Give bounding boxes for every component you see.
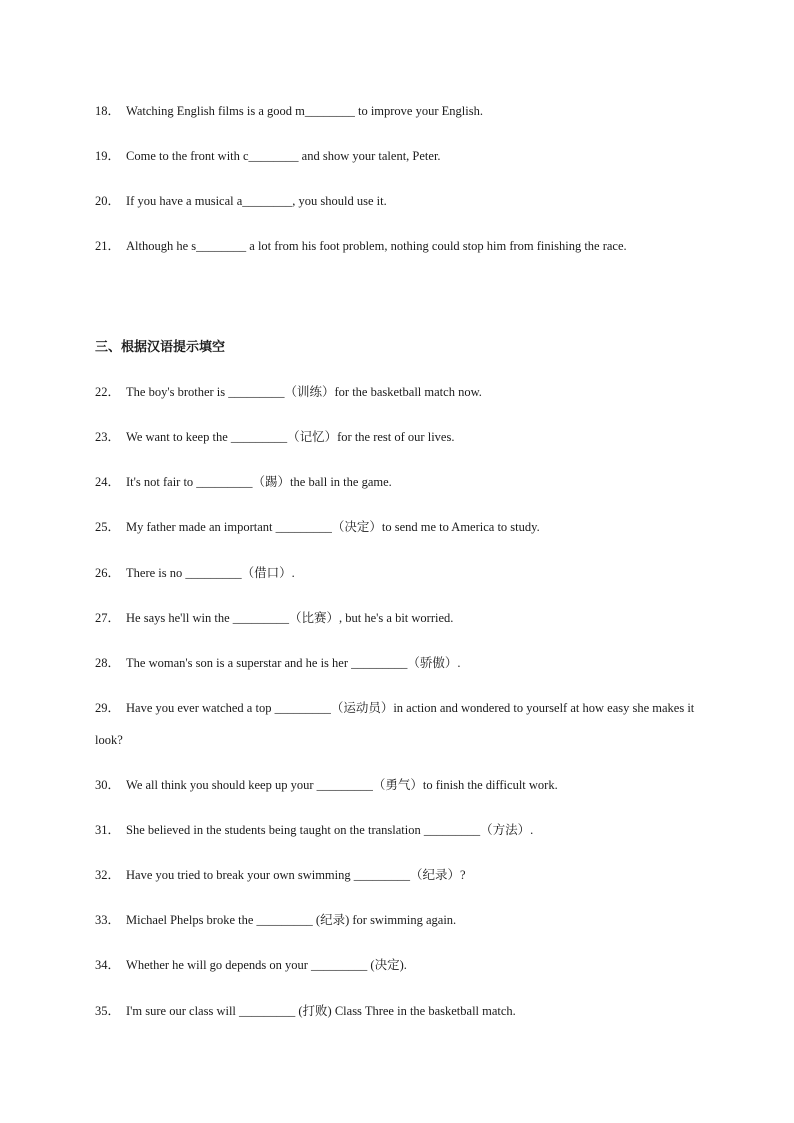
question-number: 31．: [95, 823, 121, 837]
question-text: Have you ever watched a top _________（运动员）in action and wondered to yourself at how easy she makes it look?: [95, 701, 695, 747]
question-number: 28．: [95, 656, 121, 670]
section-title: 三、根据汉语提示填空: [95, 340, 226, 355]
question-text: We want to keep the _________（记忆）for the rest of our lives.: [126, 430, 455, 444]
question-text: He says he'll win the _________（比赛）, but he's a bit worried.: [126, 611, 454, 625]
question-number: 21．: [95, 239, 121, 253]
question-20: [95, 193, 715, 209]
question-number: 34．: [95, 958, 121, 972]
question-text: The boy's brother is _________（训练）for the basketball match now.: [126, 385, 482, 399]
question-number: 24．: [95, 475, 121, 489]
question-18: [95, 103, 715, 119]
question-text: I'm sure our class will _________ (打败) Class Three in the basketball match.: [126, 1004, 516, 1018]
question-number: 35．: [95, 1004, 121, 1018]
question-31: [95, 822, 715, 838]
question-number: 32．: [95, 868, 121, 882]
question-number: 33．: [95, 913, 121, 927]
question-25: [95, 519, 715, 535]
question-number: 30．: [95, 778, 121, 792]
question-28: [95, 655, 715, 671]
question-text: Have you tried to break your own swimming _________（纪录）?: [126, 868, 466, 882]
question-text: Although he s________ a lot from his foot problem, nothing could stop him from finishing the race.: [126, 239, 627, 253]
question-text: My father made an important _________（决定）to send me to America to study.: [126, 520, 540, 534]
question-27: [95, 610, 715, 626]
question-text: Whether he will go depends on your _________ (决定).: [126, 958, 407, 972]
question-number: 26．: [95, 566, 121, 580]
question-text: The woman's son is a superstar and he is her _________（骄傲）.: [126, 656, 461, 670]
question-24: [95, 474, 715, 490]
question-29: [95, 692, 705, 756]
question-text: There is no _________（借口）.: [126, 566, 295, 580]
question-number: 27．: [95, 611, 121, 625]
question-number: 19．: [95, 149, 121, 163]
question-text: It's not fair to _________（踢）the ball in the game.: [126, 475, 392, 489]
question-19: [95, 148, 715, 164]
question-number: 23．: [95, 430, 121, 444]
question-number: 18．: [95, 104, 121, 118]
question-number: 20．: [95, 194, 121, 208]
question-text: She believed in the students being taught on the translation _________（方法）.: [126, 823, 534, 837]
question-text: Watching English films is a good m________ to improve your English.: [126, 104, 483, 118]
question-text: We all think you should keep up your _________（勇气）to finish the difficult work.: [126, 778, 558, 792]
question-30: [95, 777, 715, 793]
question-number: 25．: [95, 520, 121, 534]
question-33: [95, 912, 715, 928]
question-text: Come to the front with c________ and show your talent, Peter.: [126, 149, 441, 163]
question-32: [95, 867, 715, 883]
question-23: [95, 429, 715, 445]
question-26: [95, 565, 715, 581]
question-number: 29．: [95, 701, 121, 715]
question-21: [95, 238, 715, 254]
question-34: [95, 957, 715, 973]
question-text: Michael Phelps broke the _________ (纪录) for swimming again.: [126, 913, 457, 927]
question-text: If you have a musical a________, you should use it.: [126, 194, 387, 208]
question-number: 22．: [95, 385, 121, 399]
question-22: [95, 384, 715, 400]
question-35: [95, 1003, 715, 1019]
